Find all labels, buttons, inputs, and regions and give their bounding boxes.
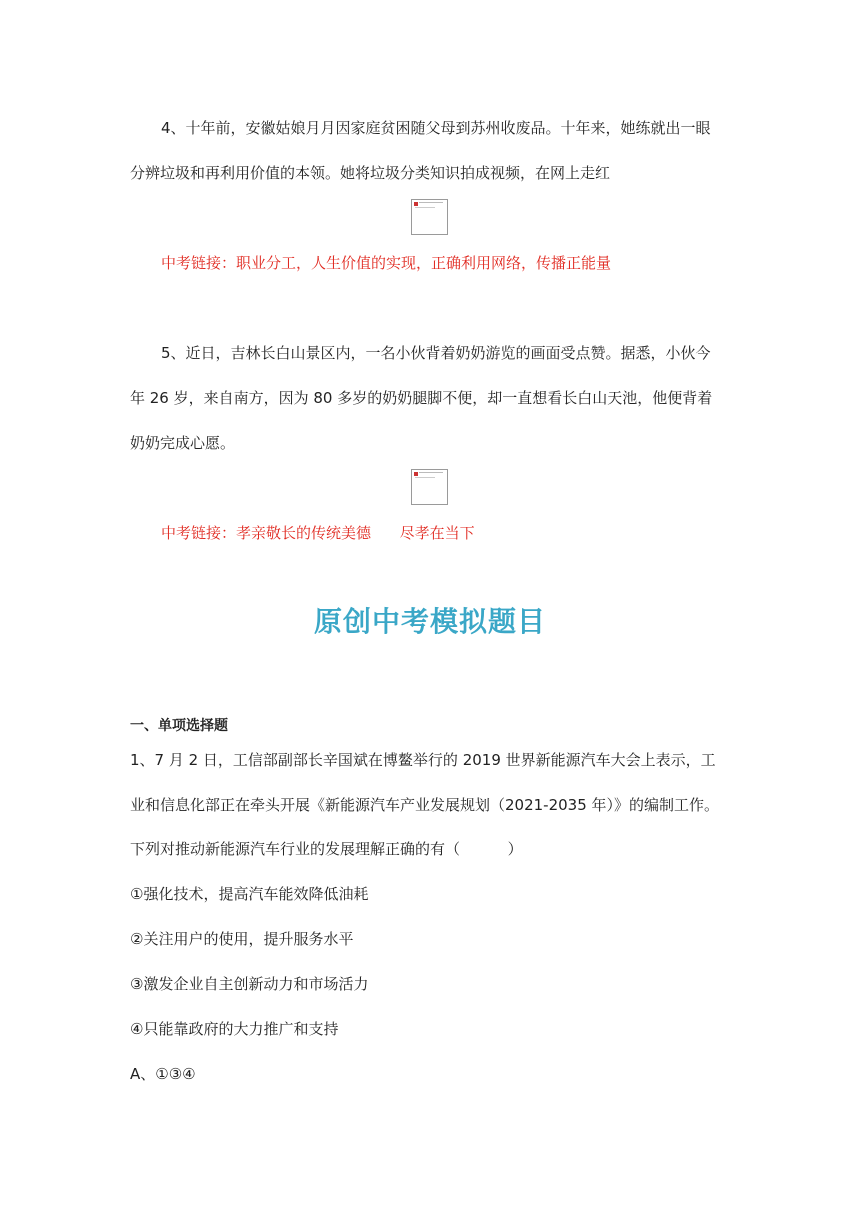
- item4-line1: 4、十年前，安徽姑娘月月因家庭贫困随父母到苏州收废品。十年来，她练就出一眼: [161, 119, 711, 137]
- question1-option-4: ④只能靠政府的大力推广和支持: [130, 1020, 339, 1038]
- section-title: 原创中考模拟题目: [313, 605, 546, 638]
- item5-image-placeholder: [411, 469, 448, 505]
- question1-line3: 下列对推动新能源汽车行业的发展理解正确的有（ ）: [130, 840, 523, 858]
- broken-image-icon: [414, 472, 418, 476]
- question1-line1: 1、7 月 2 日，工信部副部长辛国斌在博鳌举行的 2019 世界新能源汽车大会上表示，工: [130, 751, 716, 769]
- item4-line2: 分辨垃圾和再利用价值的本领。她将垃圾分类知识拍成视频，在网上走红: [130, 164, 611, 182]
- item4-image-placeholder: [411, 199, 448, 235]
- item5-line2: 年 26 岁，来自南方，因为 80 多岁的奶奶腿脚不便，却一直想看长白山天池，他便背着: [130, 389, 713, 407]
- question1-answer-a: A、①③④: [130, 1065, 196, 1083]
- broken-image-icon: [414, 202, 418, 206]
- question1-option-1: ①强化技术，提高汽车能效降低油耗: [130, 885, 369, 903]
- item5-exam-link: 中考链接：孝亲敬长的传统美德 尽孝在当下: [161, 524, 475, 542]
- part-heading: 一、单项选择题: [130, 718, 228, 734]
- question1-line2: 业和信息化部正在牵头开展《新能源汽车产业发展规划（2021-2035 年）》的编制工作。: [130, 796, 720, 814]
- question1-option-3: ③激发企业自主创新动力和市场活力: [130, 975, 369, 993]
- item4-exam-link: 中考链接：职业分工，人生价值的实现，正确利用网络，传播正能量: [161, 254, 612, 272]
- item5-line1: 5、近日，吉林长白山景区内，一名小伙背着奶奶游览的画面受点赞。据悉，小伙今: [161, 344, 711, 362]
- item5-line3: 奶奶完成心愿。: [130, 434, 236, 452]
- question1-option-2: ②关注用户的使用，提升服务水平: [130, 930, 354, 948]
